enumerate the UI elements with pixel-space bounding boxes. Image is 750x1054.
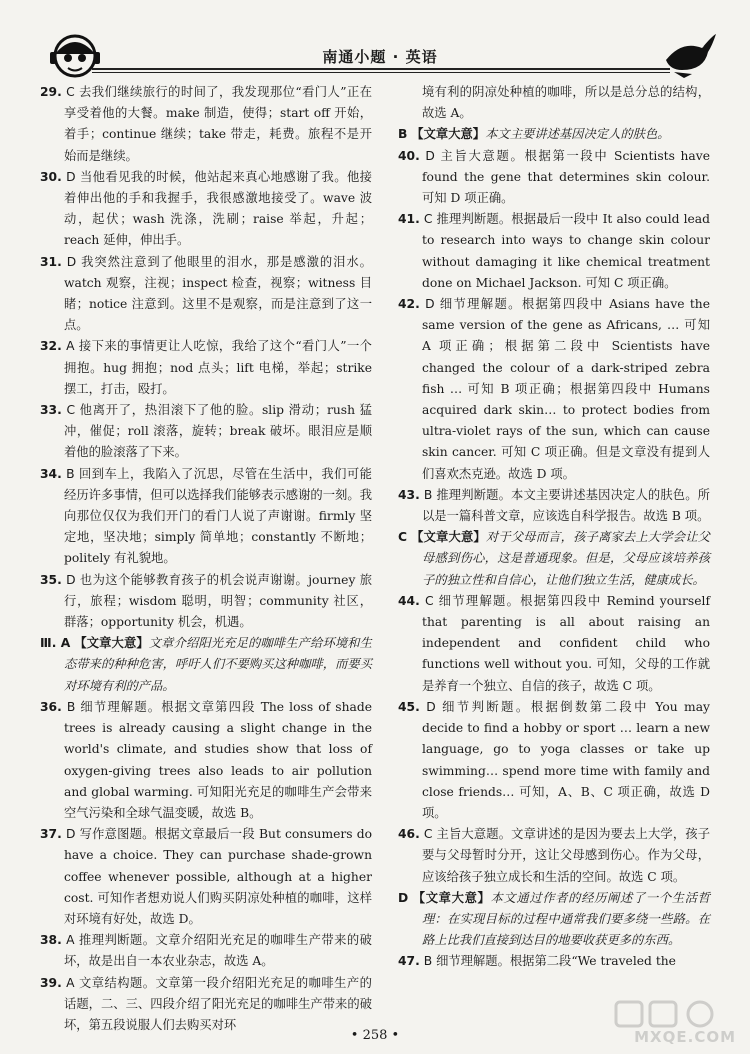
answer-entry: [40, 570, 372, 634]
answer-letter: D: [66, 254, 77, 269]
header-title: 南通小题 · 英语: [322, 48, 438, 66]
answer-entry: [40, 336, 372, 400]
answer-letter: C: [66, 403, 76, 418]
answer-entry: [398, 697, 710, 824]
explanation-text: 主旨大意题。根据第一段中 Scientists have found the gene that determines skin colour. 可知 D 项正确。: [422, 148, 710, 206]
answer-entry: [40, 400, 372, 464]
explanation-text: 推理判断题。根据最后一段中 It also could lead to research into ways to change skin colour without damaging it like chemical treatment done on Michael Jackson. 可知 C 项正确。: [422, 212, 710, 290]
answer-letter: B: [66, 699, 76, 714]
explanation-text: 他离开了，热泪滚下了他的脸。slip 滑动；rush 猛冲，催促；roll 滚落，旋转；break 破坏。眼泪应是顺着他的脸滚落了下来。: [64, 403, 372, 460]
watermark-icon: [596, 1000, 736, 1030]
section-summary-text: 本文主要讲述基因决定人的肤色。: [485, 127, 670, 142]
question-number: 46.: [398, 827, 420, 842]
question-number: 44.: [398, 593, 420, 608]
answer-letter: D: [66, 169, 76, 184]
answer-letter: D: [426, 699, 436, 714]
explanation-text: 也为这个能够教育孩子的机会说声谢谢。journey 旅行，旅程；wisdom 聪明，明智；community 社区，群落；opportunity 机会，机遇。: [64, 572, 372, 630]
section-label: C: [398, 530, 408, 545]
continued-text: 境有利的阴凉处种植的咖啡，所以是总分总的结构，故选 A。: [422, 85, 710, 121]
answer-letter: A: [66, 933, 75, 948]
explanation-text: 接下来的事情更让人吃惊，我给了这个“看门人”一个拥抱。hug 拥抱；nod 点头；lift 电梯，举起；strike 摆工，打击，殴打。: [64, 339, 372, 396]
answer-letter: C: [423, 212, 433, 227]
explanation-text: 细节理解题。根据第四段中 Asians have the same version of the gene as Africans, … 可知 A 项正确；根据第二段中 Scientists have changed the colour of a dark-striped zebra fish … 可知 B 项正确；根据第四段中 Humans acquired dark skin… to protect bodies from ultra-violet rays of the sun, which can cause skin cancer. 可知 C 项正确。但是文章没有提到人们喜欢杰克逊。故选 D 项。: [422, 297, 710, 481]
question-number: 37.: [40, 827, 62, 842]
question-number: 34.: [40, 466, 62, 481]
question-number: 47.: [398, 954, 420, 969]
explanation-text: 细节理解题。根据文章第四段 The loss of shade trees is already causing a slight change in the world's climate, and studies show that loss of oxygen-giving trees also leads to air pollution and global warming. 可知阳光充足的咖啡生产会带来空气污染和全球气温变暖，故选 B。: [64, 699, 372, 820]
section-label: B: [398, 127, 408, 142]
question-number: 30.: [40, 169, 62, 184]
section-b-summary: [398, 124, 710, 145]
answer-letter: B: [423, 954, 433, 969]
question-number: 42.: [398, 297, 420, 312]
section-label: Ⅲ. A: [40, 636, 71, 651]
watermark-logo: [596, 1000, 736, 1046]
explanation-text: 回到车上，我陷入了沉思，尽管在生活中，我们可能经历许多事情，但可以选择我们能够表示感谢的一刻。我向那位仅仅为我们开门的看门人说了声谢谢。firmly 坚定地，坚决地；simply 简单地；constantly 不断地；politely 有礼貌地。: [64, 466, 372, 566]
question-number: 38.: [40, 933, 62, 948]
answer-entry: [398, 824, 710, 888]
answer-letter: D: [425, 297, 435, 312]
explanation-text: 去我们继续旅行的时间了，我发现那位“看门人”正在享受着他的大餐。make 制造，使得；start off 开始，着手；continue 继续；take 带走，耗费。旅程不是开始而是继续。: [64, 85, 372, 163]
explanation-text: 主旨大意题。文章讲述的是因为要去上大学，孩子要与父母暂时分开，这让父母感到伤心。作为父母，应该给孩子独立成长和生活的空间。故选 C 项。: [422, 827, 710, 884]
right-column: [398, 82, 710, 973]
answer-entry: [398, 951, 710, 972]
question-number: 31.: [40, 254, 62, 269]
question-number: 39.: [40, 975, 62, 990]
header-rule-thin: [92, 72, 670, 73]
explanation-text: 细节理解题。根据第二段“We traveled the: [436, 954, 676, 969]
section-c-summary: [398, 527, 710, 591]
answer-entry: [398, 146, 710, 210]
section-tag: 【文章大意】: [74, 636, 149, 651]
answer-entry: [398, 209, 710, 294]
section-tag: 【文章大意】: [412, 890, 491, 905]
explanation-text: 细节判断题。根据倒数第二段中 You may decide to find a hobby or sport … learn a new language, go to yoga classes or take up swimming… spend more time with family and close friends… 可知，A、B、C 项正确，故选 D 项。: [422, 699, 710, 820]
question-number: 41.: [398, 212, 420, 227]
question-number: 29.: [40, 85, 62, 99]
question-number: 36.: [40, 699, 62, 714]
watermark-text: MXQE.COM: [634, 1028, 736, 1046]
header-rule: [92, 68, 670, 70]
explanation-text: 推理判断题。本文主要讲述基因决定人的肤色。所以是一篇科普文章，应该选自科学报告。故选 B 项。: [422, 487, 710, 524]
question-number: 35.: [40, 572, 62, 587]
question-number: 40.: [398, 148, 420, 163]
answer-letter: C: [424, 593, 434, 608]
answer-entry: [398, 591, 710, 697]
answer-letter: D: [66, 572, 76, 587]
answer-entry: [40, 930, 372, 972]
answer-entry: [40, 697, 372, 824]
section-summary-text: 本文通过作者的经历阐述了一个生活哲理：在实现目标的过程中通常我们要多绕一些路。在路上比我们直接到达目的地要收获更多的东西。: [422, 890, 710, 948]
answer-letter: C: [423, 827, 433, 842]
answer-entry: [40, 464, 372, 570]
section-tag: 【文章大意】: [411, 530, 486, 545]
question-number: 32.: [40, 339, 62, 354]
question-number: 45.: [398, 699, 420, 714]
answer-letter: A: [66, 339, 75, 354]
answer-entry: [40, 973, 372, 1037]
explanation-text: 细节理解题。根据第四段中 Remind yourself that parenting is all about raising an independent and confident child who functions well without you. 可知，父母的工作就是养育一个独立、自信的孩子，故选 C 项。: [422, 593, 710, 693]
section-d-summary: [398, 888, 710, 952]
explanation-text: 文章结构题。文章第一段介绍阳光充足的咖啡生产的话题，二、三、四段介绍了阳光充足的咖啡生产带来的破坏，第五段说服人们去购买对环: [64, 975, 372, 1032]
answer-letter: D: [65, 827, 76, 842]
answer-letter: B: [423, 487, 433, 502]
section-label: D: [398, 890, 409, 905]
explanation-text: 我突然注意到了他眼里的泪水，那是感激的泪水。watch 观察，注视；inspect 检查，视察；witness 目睹；notice 注意到。这里不是观察，而是注意到了这一点。: [64, 254, 372, 333]
answer-letter: B: [66, 466, 75, 481]
answer-entry: [40, 824, 372, 930]
answer-entry: [40, 167, 372, 252]
answer-entry: [398, 294, 710, 485]
answer-entry: [40, 82, 372, 167]
answer-entry: [40, 252, 372, 337]
page-number: • 258 •: [350, 1028, 400, 1043]
answer-letter: C: [66, 85, 75, 99]
answer-letter: D: [425, 148, 435, 163]
explanation-text: 推理判断题。文章介绍阳光充足的咖啡生产带来的破坏，故是出自一本农业杂志，故选 A。: [64, 933, 372, 969]
bird-logo-icon: [662, 30, 718, 80]
section-tag: 【文章大意】: [411, 127, 486, 142]
left-column: [40, 82, 372, 1036]
page-header: [40, 28, 720, 80]
answer-letter: A: [66, 975, 75, 990]
section-summary-text: 文章介绍阳光充足的咖啡生产给环境和生态带来的种种危害，呼吁人们不要购买这种咖啡，而要买对环境有利的产品。: [64, 636, 372, 693]
section-summary-text: 对于父母而言，孩子离家去上大学会让父母感到伤心，这是普通现象。但是，父母应该培养孩子的独立性和自信心，让他们独立生活，健康成长。: [422, 530, 710, 587]
question-number: 33.: [40, 403, 62, 418]
question-number: 43.: [398, 487, 420, 502]
section-b-summary: [40, 633, 372, 697]
explanation-text: 当他看见我的时候，他站起来真心地感谢了我。他接着伸出他的手和我握手，我很感激地接受了。wave 波动，起伏；wash 洗涤，洗刷；raise 举起，升起；reach 延伸，伸出手。: [64, 169, 372, 248]
answer-entry: [398, 485, 710, 527]
explanation-text: 写作意图题。根据文章最后一段 But consumers do have a choice. They can purchase shade-grown coffee whenever possible, although at a higher cost. 可知作者想劝说人们购买阴凉处种植的咖啡，这样对环境有好处，故选 D。: [64, 827, 372, 926]
